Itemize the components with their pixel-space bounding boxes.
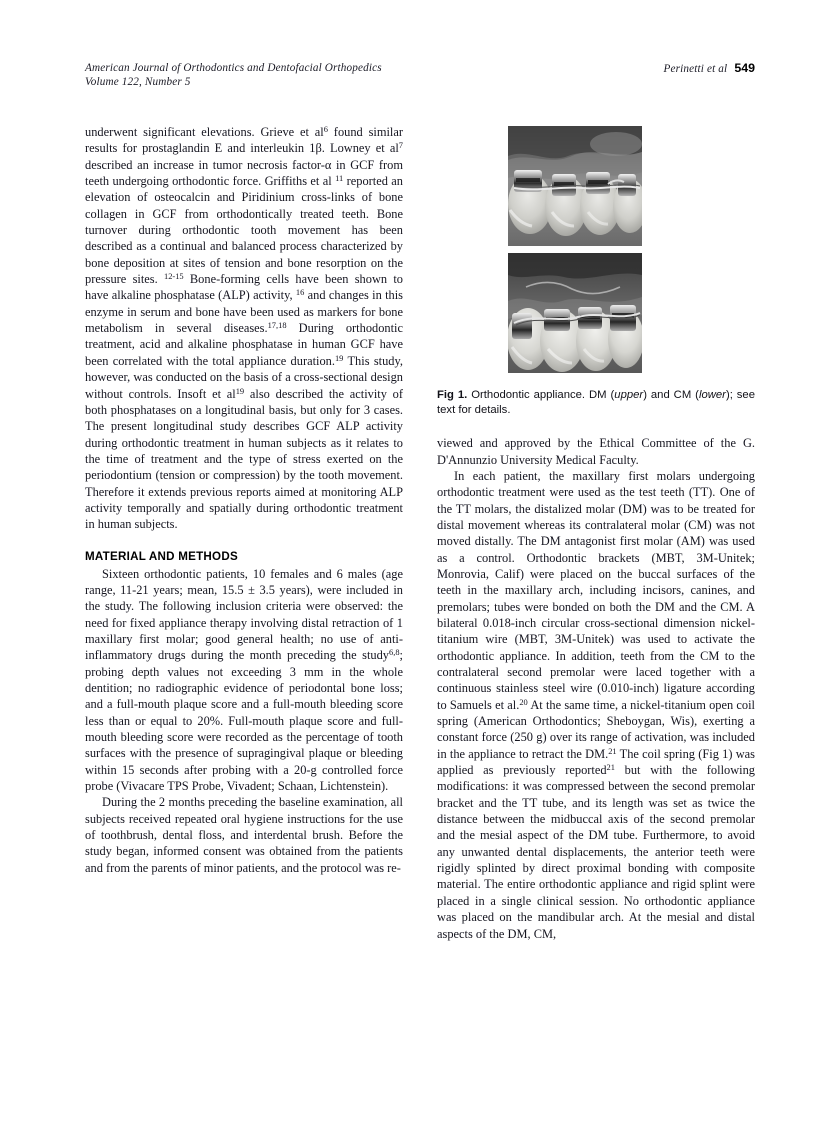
figure-1 [437,124,755,417]
text-run: Orthodontic appliance. DM ( [467,389,615,401]
paragraph-patients [85,566,403,795]
intraoral-photo-upper-dm [508,126,642,246]
text-run: In each patient, the maxillary first molars undergoing orthodontic treatment were used as the test teeth (TT). One of the TT molars, the distalized molar (DM) was to be treated for distal movement whereas its contralateral molar (CM) was not moved distally. The DM antagonist first molar (AM) was used as a control. Orthodontic brackets (MBT, 3M-Unitek; Monrovia, Calif) were placed on the buccal surfaces of the teeth in the maxillary arch, including incisors, canines, and premolars; tubes were bonded on both the DM and the CM. A bilateral 0.018-inch circular cross-sectional dimension nickel-titanium wire (MBT, 3M-Unitek) was used to activate the orthodontic appliance. In addition, teeth from the CM to the contralateral second premolar were laced together with a continuous stainless steel wire (0.010-inch) ligature according to Samuels et al. [437,468,755,712]
journal-title [85,61,382,89]
citation-ref: 7 [398,140,403,151]
citation-ref: 11 [335,173,344,184]
page-number: 549 [734,61,755,75]
text-run: reported an elevation of osteocalcin and Piridinium cross-links of bone collagen in GCF from orthodontically treated teeth. Bone turnover during orthodontic tooth movement has been described as a continual and balanced process characterized by bone deposition at sites of tension and bone resorption on the pressure sites. [85,174,403,287]
text-run: During orthodontic treatment, acid and alkaline phosphatase in human GCF have been correlated with the total appliance duration. [85,321,403,368]
running-head-right [664,61,755,75]
citation-ref: 6 [323,124,328,135]
citation-ref: 12-15 [163,271,184,282]
section-heading-material-and-methods: MATERIAL AND METHODS [85,549,238,563]
text-run: Sixteen orthodontic patients, 10 females and 6 males (age range, 11-21 years; mean, 15.5 ± 3.5 years), were included in the study. The following inclusion criteria were observed: the need for fixed appliance therapy involving distal retraction of 1 maxillary first molar; good general health; no use of anti-inflammatory drugs during the month preceding the study [85,566,403,663]
citation-ref: 19 [235,385,245,396]
citation-ref: 21 [606,762,615,773]
citation-ref: 19 [334,353,344,364]
running-head-authors: Perinetti et al [663,63,728,75]
journal-volume-line: Volume 122, Number 5 [85,76,191,89]
text-run: and changes in this enzyme in serum and bone have been used as markers for bone metabolism in several diseases. [85,288,403,336]
paragraph-oral-hygiene: During the 2 months preceding the baseline examination, all subjects received repeated oral hygiene instructions for the use of toothbrush, dental floss, and interdental brush. Before the study began, informed consent was obtained from the patients and from the parents of minor patients, and the protocol was re- [85,795,403,875]
intraoral-photo-lower-cm [508,253,642,373]
paragraph-ethics-committee: viewed and approved by the Ethical Committee of the G. D'Annunzio University Medical Faculty. [437,436,755,467]
text-run: The coil spring (Fig 1) was applied as previously reported [437,746,755,778]
citation-ref: 17,18 [267,320,287,331]
left-column [85,124,403,876]
caption-emphasis-lower: lower [698,389,726,401]
journal-title-line-1: American Journal of Orthodontics and Dentofacial Orthopedics [85,62,382,74]
text-run: found similar results for prostaglandin E and interleukin 1β. Lowney et al [85,125,403,156]
text-run: ; probing depth values not exceeding 3 mm in the whole dentition; no radiographic evidence of periodontal bone loss; and a full-mouth plaque score and a full-mouth bleeding score less than or equal to 20%. Full-mouth plaque score and full-mouth bleeding score were recorded as the percentage of tooth surfaces with the presence of supragingival plaque or bleeding within 15 seconds after probing with a 20-g controlled force probe (Vivacare TPS Probe, Vivadent; Schaan, Lichtenstein). [85,648,403,794]
figure-1-images [437,124,755,376]
text-run: also described the activity of both phosphatases on a longitudinal basis, but only for 3 cases. The present longitudinal study describes GCF ALP activity during orthodontic treatment in human subjects as it relates to the time of treatment and the type of stress exerted on the periodontium (tension or compression) by the tooth movement. Therefore it extends previous reports aimed at monitoring ALP activity temporally and spatially during orthodontic treatment in human subjects. [85,386,403,532]
citation-ref: 6,8 [389,647,400,658]
citation-ref: 16 [295,287,305,298]
text-run: described an increase in tumor necrosis factor-α in GCF from teeth undergoing orthodontic force. Griffiths et al [85,157,403,189]
text-run: This study, however, was conducted on the basis of a cross-sectional design without controls. Insoft et al [85,353,403,401]
paragraph-appliance-description [437,468,755,942]
paragraph-intro-continued [85,124,403,533]
caption-emphasis-upper: upper [614,389,644,401]
text-run: underwent significant elevations. Grieve et al [85,125,324,139]
citation-ref: 20 [519,696,528,707]
text-run: ); see text for details. [437,389,755,416]
figure-1-caption [437,388,755,417]
right-column [437,124,755,942]
running-head [85,61,755,95]
text-run: but with the following modifications: it was compressed between the second premolar bracket and the TT tube, and its length was set as twice the distance between the midbuccal axis of the second premolar and the mesial aspect of the DM tube. Furthermore, to avoid any unwanted dental displacements, the anterior teeth were rigidly splinted by direct proximal bonding with composite material. The entire orthodontic appliance and rigid splint were placed in a single clinical session. No orthodontic appliance was placed on the mandibular arch. At the mesial and distal aspects of the DM, CM, [437,763,755,941]
figure-label: Fig 1. [437,389,468,401]
citation-ref: 21 [608,745,617,756]
text-run: ) and CM ( [643,389,699,401]
text-run: Bone-forming cells have been shown to have alkaline phosphatase (ALP) activity, [85,272,404,303]
text-run: At the same time, a nickel-titanium open coil spring (American Orthodontics; Sheboygan, Wis), exerting a constant force (250 g) over its range of activation, was included in the appliance to retract the DM. [437,697,755,761]
